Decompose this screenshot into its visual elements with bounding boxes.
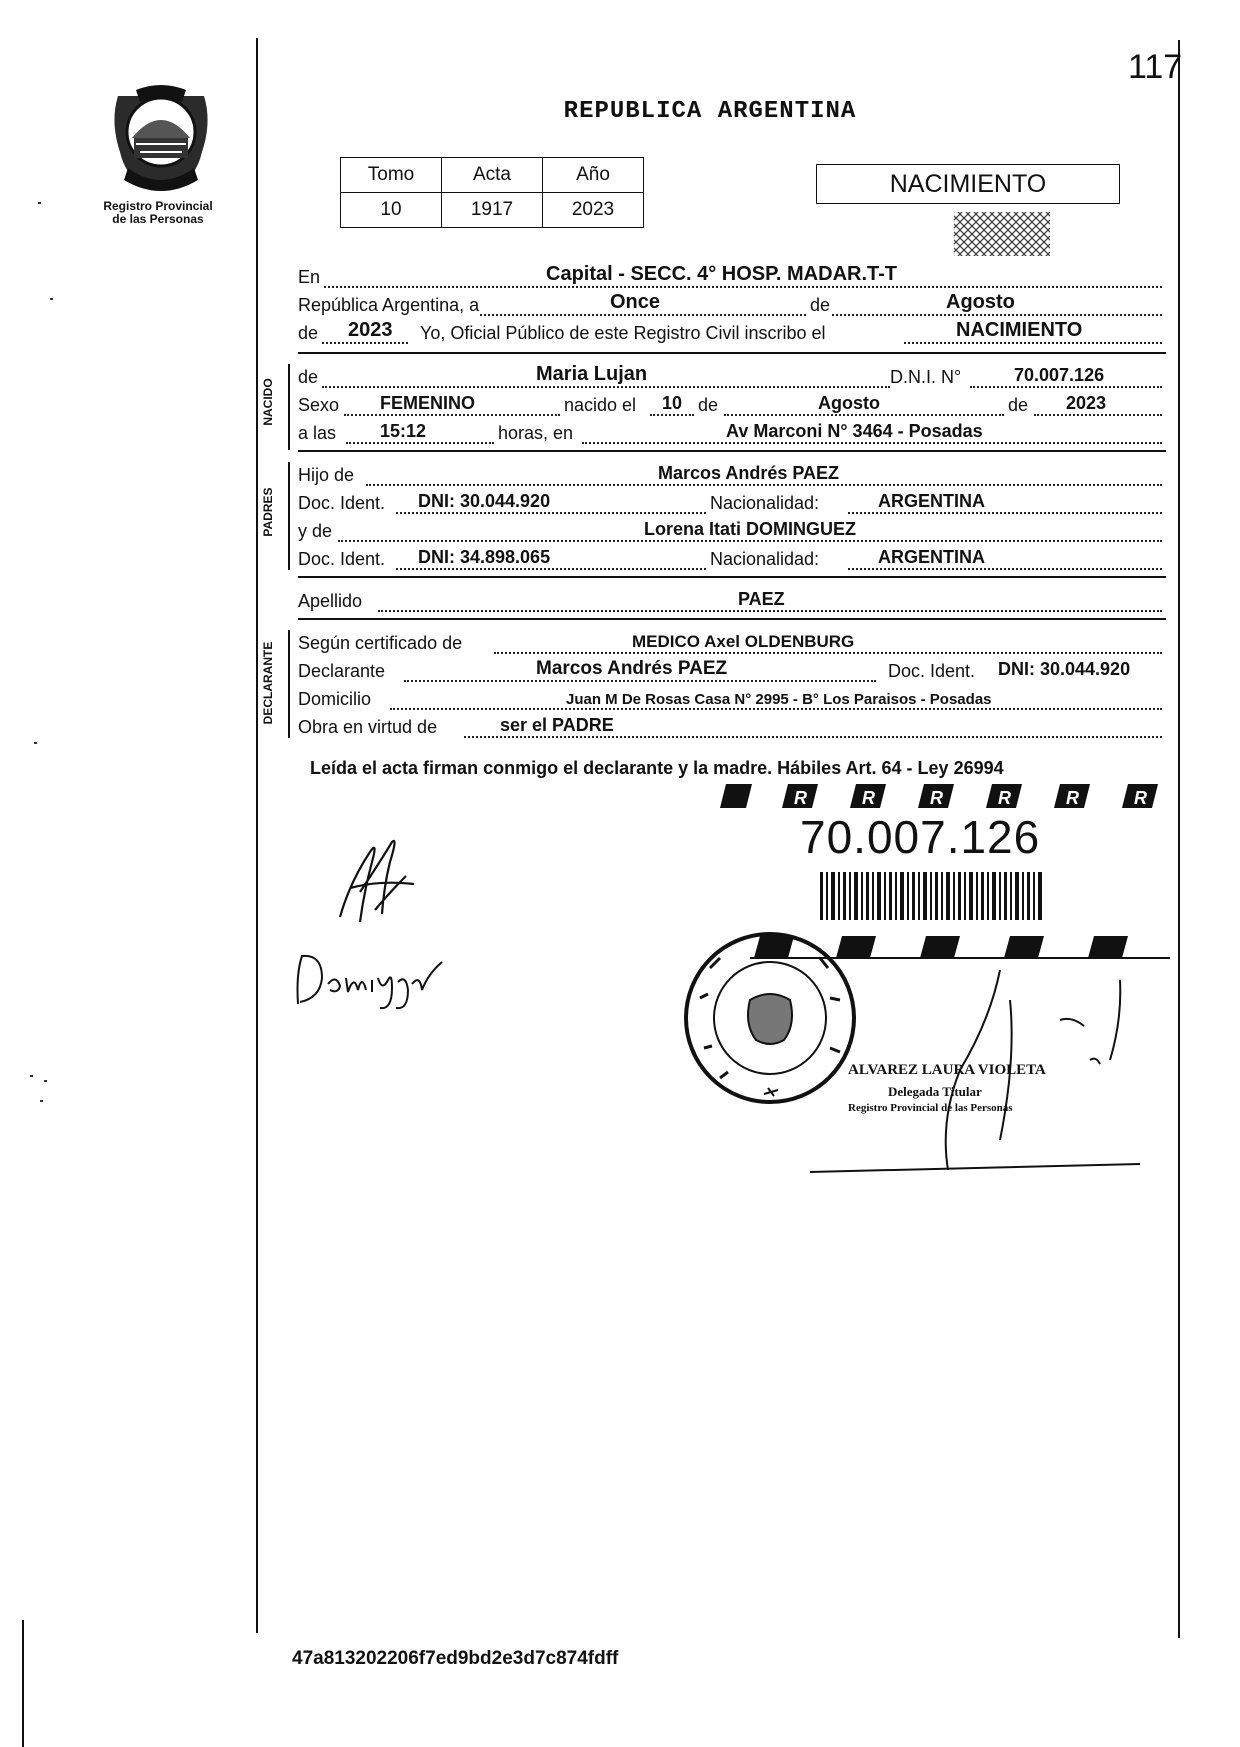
- rule: [298, 352, 1166, 354]
- declarant-doc: DNI: 30.044.920: [998, 659, 1131, 679]
- label-declarante: Declarante: [298, 661, 386, 681]
- logo-caption: [88, 200, 228, 226]
- svg-text:R: R: [862, 788, 875, 808]
- svg-text:R: R: [998, 788, 1011, 808]
- row-republica: [298, 290, 1166, 320]
- birth-day: 10: [662, 393, 683, 413]
- label-obra-en-virtud: Obra en virtud de: [298, 717, 438, 737]
- label-year-prefix: de: [298, 323, 319, 343]
- header-anio: Año: [543, 158, 644, 193]
- father-nationality: ARGENTINA: [878, 491, 985, 511]
- row-year: [298, 318, 1166, 348]
- birth-year: 2023: [1066, 393, 1107, 413]
- document-title: REPUBLICA ARGENTINA: [563, 98, 857, 125]
- left-margin-line: [256, 38, 258, 1633]
- mother-name: Lorena Itati DOMINGUEZ: [644, 519, 857, 539]
- declarant-signature: [320, 822, 430, 932]
- label-sexo: Sexo: [298, 395, 340, 415]
- scan-speck: [50, 298, 53, 300]
- label-republica: República Argentina, a: [298, 295, 480, 315]
- section-label-nacido: NACIDO: [261, 378, 275, 426]
- official-role: Delegada Titular: [888, 1084, 982, 1099]
- registration-month: Agosto: [946, 291, 1015, 313]
- label-doc-ident: Doc. Ident.: [298, 549, 386, 569]
- value-anio: 2023: [543, 193, 644, 228]
- rule: [298, 576, 1166, 578]
- row-certificado: [298, 628, 1166, 658]
- label-de: de: [298, 367, 319, 387]
- section-label-declarante: DECLARANTE: [261, 641, 275, 725]
- label-nacionalidad: Nacionalidad:: [710, 493, 820, 513]
- value-acta: 1917: [442, 193, 543, 228]
- birth-place: Av Marconi N° 3464 - Posadas: [726, 421, 983, 441]
- declarant-name: Marcos Andrés PAEZ: [536, 658, 728, 679]
- row-mother-doc: [298, 544, 1166, 574]
- svg-text:R: R: [794, 788, 807, 808]
- registration-day: Once: [610, 291, 661, 313]
- birth-time: 15:12: [380, 421, 427, 441]
- barcode: [820, 872, 1045, 920]
- row-declarante: [298, 656, 1166, 686]
- value-tomo: 10: [341, 193, 442, 228]
- label-segun-certificado: Según certificado de: [298, 633, 463, 653]
- rule: [298, 618, 1166, 620]
- mother-nationality: ARGENTINA: [878, 547, 985, 567]
- declarante-bracket: [288, 630, 290, 738]
- row-father-doc: [298, 488, 1166, 518]
- label-hijo-de: Hijo de: [298, 465, 355, 485]
- registration-year: 2023: [348, 319, 393, 341]
- declarant-address: Juan M De Rosas Casa N° 2995 - B° Los Paraisos - Posadas: [566, 691, 992, 708]
- label-de: de: [810, 295, 831, 315]
- label-nacido-el: nacido el: [564, 395, 637, 415]
- scan-speck: [44, 1080, 47, 1082]
- logo-caption-line1: Registro Provincial: [103, 199, 213, 213]
- birth-month: Agosto: [818, 393, 880, 413]
- svg-text:R: R: [930, 788, 943, 808]
- mother-doc: DNI: 34.898.065: [418, 547, 551, 567]
- row-nacido-name: [298, 362, 1166, 392]
- register-table: [340, 157, 644, 228]
- province-logo: [106, 82, 216, 198]
- label-nacionalidad: Nacionalidad:: [710, 549, 820, 569]
- row-y-de: [298, 516, 1166, 546]
- label-doc-ident: Doc. Ident.: [298, 493, 386, 513]
- row-domicilio: [298, 684, 1166, 714]
- scan-speck: [30, 1075, 33, 1077]
- row-obra: [298, 712, 1166, 742]
- label-en: En: [298, 267, 321, 287]
- header-tomo: Tomo: [341, 158, 442, 193]
- surname: PAEZ: [738, 589, 785, 609]
- label-doc-ident: Doc. Ident.: [888, 661, 976, 681]
- svg-text:R: R: [1134, 788, 1147, 808]
- row-hijo-de: [298, 460, 1166, 490]
- dni-large-print: 70.007.126: [800, 811, 1041, 863]
- child-sex: FEMENINO: [380, 393, 476, 413]
- official-name: ALVAREZ LAURA VIOLETA: [848, 1062, 1046, 1078]
- closing-statement: Leída el acta firman conmigo el declarante y la madre. Hábiles Art. 64 - Ley 26994: [310, 758, 1004, 778]
- declarant-capacity: ser el PADRE: [500, 715, 614, 735]
- row-sexo: [298, 390, 1166, 420]
- row-apellido: [298, 586, 1166, 616]
- binding-line: [22, 1620, 24, 1747]
- rule: [298, 450, 1166, 452]
- label-dni: D.N.I. N°: [890, 367, 962, 387]
- label-y-de: y de: [298, 521, 333, 541]
- registry-stamp-band: [718, 780, 1168, 810]
- child-dni: 70.007.126: [1014, 365, 1105, 385]
- scan-speck: [38, 202, 41, 204]
- svg-text:R: R: [1066, 788, 1079, 808]
- label-de: de: [1008, 395, 1029, 415]
- scan-speck: [40, 1100, 43, 1102]
- page-number: 117: [1128, 48, 1183, 86]
- scan-speck: [34, 742, 37, 744]
- right-margin-line: [1178, 40, 1180, 1638]
- mother-signature: [292, 944, 452, 1014]
- place-of-registration: Capital - SECC. 4° HOSP. MADAR.T-T: [546, 263, 898, 285]
- logo-caption-line2: de las Personas: [112, 212, 204, 226]
- hologram-sticker: [952, 210, 1052, 258]
- nacido-bracket: [288, 364, 290, 450]
- official-office: Registro Provincial de las Personas: [848, 1102, 1013, 1114]
- section-label-padres: PADRES: [261, 487, 275, 537]
- medical-certificate: MEDICO Axel OLDENBURG: [632, 632, 855, 651]
- document-hash: 47a813202206f7ed9bd2e3d7c874fdff: [292, 1648, 619, 1669]
- label-domicilio: Domicilio: [298, 689, 372, 709]
- statement-text: Yo, Oficial Público de este Registro Civil inscribo el: [420, 323, 826, 343]
- label-de: de: [698, 395, 719, 415]
- father-name: Marcos Andrés PAEZ: [658, 463, 840, 483]
- child-name: Maria Lujan: [536, 363, 648, 385]
- padres-bracket: [288, 462, 290, 570]
- row-en: [298, 262, 1166, 292]
- record-type-box: NACIMIENTO: [816, 164, 1120, 204]
- inscribed-event: NACIMIENTO: [956, 319, 1083, 341]
- row-a-las: [298, 418, 1166, 448]
- header-acta: Acta: [442, 158, 543, 193]
- label-a-las: a las: [298, 423, 337, 443]
- label-apellido: Apellido: [298, 591, 363, 611]
- father-doc: DNI: 30.044.920: [418, 491, 551, 511]
- label-horas: horas, en: [498, 423, 574, 443]
